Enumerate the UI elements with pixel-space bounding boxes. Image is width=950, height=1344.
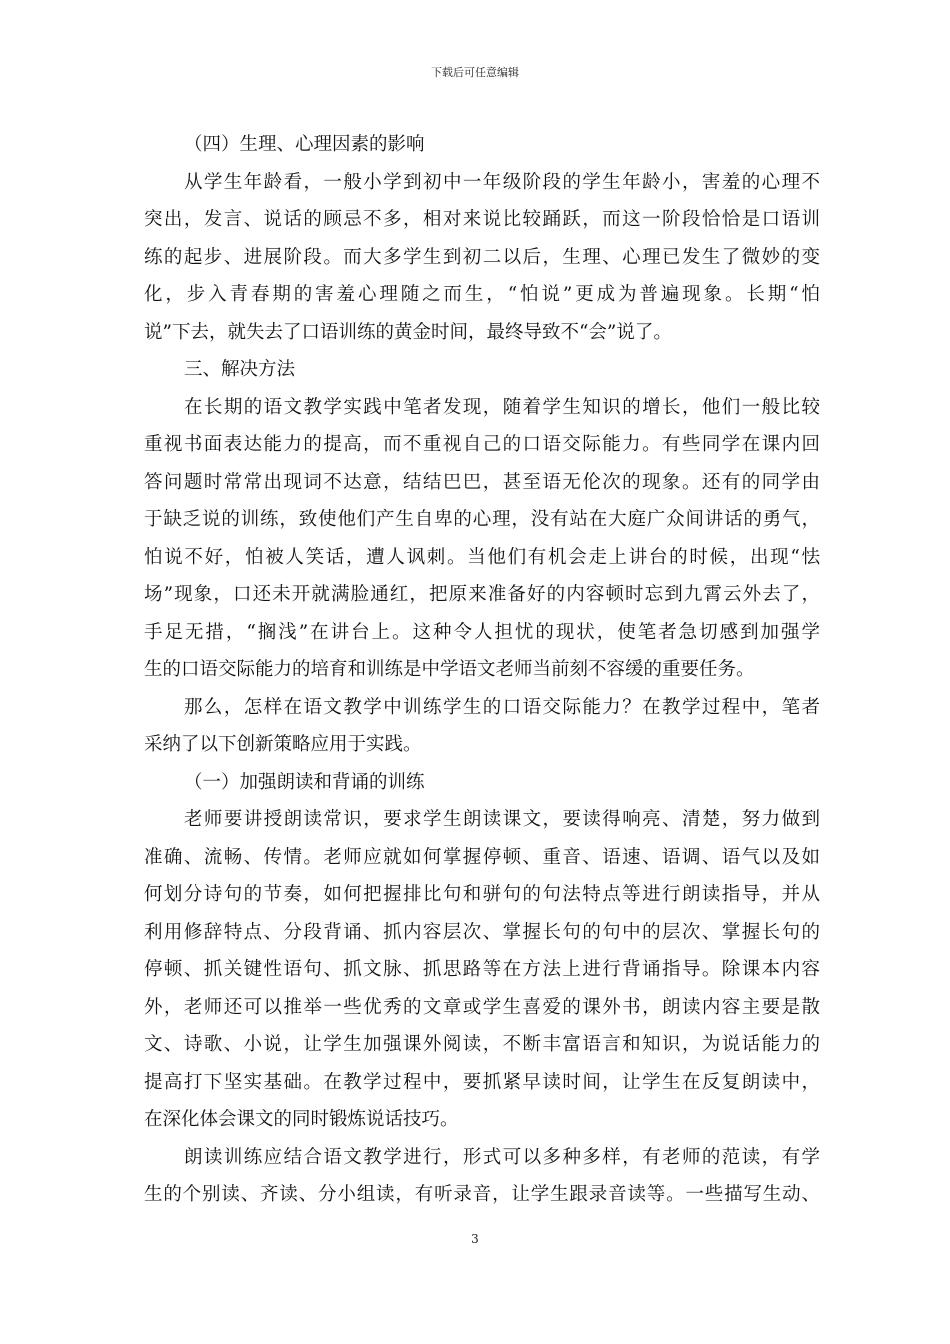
paragraph-line: 提高打下坚实基础。在教学过程中，要抓紧早读时间，让学生在反复朗读中， — [144, 1071, 820, 1093]
paragraph-line: 何划分诗句的节奏，如何把握排比句和骈句的句法特点等进行朗读指导，并从 — [144, 884, 820, 905]
paragraph-line: 手足无措，“搁浅”在讲台上。这种令人担忧的现状，使笔者急切感到加强学 — [144, 621, 820, 643]
paragraph-line: 准确、流畅、传情。老师应就如何掌握停顿、重音、语速、语调、语气以及如 — [144, 846, 820, 868]
paragraph-line: 于缺乏说的训练，致使他们产生自卑的心理，没有站在大庭广众间讲话的勇气， — [144, 509, 820, 530]
paragraph-line: 生的个别读、齐读、分小组读，有听录音，让学生跟录音读等。一些描写生动、 — [144, 1184, 820, 1205]
paragraph-line: 化，步入青春期的害羞心理随之而生，“怕说”更成为普遍现象。长期“怕 — [144, 284, 820, 305]
paragraph-line: 重视书面表达能力的提高，而不重视自己的口语交际能力。有些同学在课内回 — [144, 434, 820, 455]
document-body — [144, 126, 820, 1214]
paragraph-line: 练的起步、进展阶段。而大多学生到初二以后，生理、心理已发生了微妙的变 — [144, 246, 820, 268]
page-header: 下载后可任意编辑 — [431, 66, 519, 79]
paragraph-line: 外，老师还可以推举一些优秀的文章或学生喜爱的课外书，朗读内容主要是散 — [144, 996, 820, 1018]
paragraph-line: 怕说不好，怕被人笑话，遭人讽刺。当他们有机会走上讲台的时候，出现“怯 — [144, 546, 820, 568]
paragraph-line: 那么，怎样在语文教学中训练学生的口语交际能力？在教学过程中，笔者 — [184, 696, 820, 718]
section-heading-reading-recitation: （一）加强朗读和背诵的训练 — [184, 771, 425, 793]
paragraph-line: 采纳了以下创新策略应用于实践。 — [144, 734, 422, 755]
paragraph-line: 场”现象，口还未开就满脸通红，把原来准备好的内容顿时忘到九霄云外去了， — [144, 584, 820, 605]
paragraph-line: 利用修辞特点、分段背诵、抓内容层次、掌握长句的句中的层次、掌握长句的 — [144, 921, 820, 943]
paragraph-line: 朗读训练应结合语文教学进行，形式可以多种多样，有老师的范读，有学 — [184, 1146, 820, 1168]
paragraph-line: 文、诗歌、小说，让学生加强课外阅读，不断丰富语言和知识，为说话能力的 — [144, 1034, 820, 1055]
paragraph-line: 从学生年龄看，一般小学到初中一年级阶段的学生年龄小，害羞的心理不 — [184, 171, 820, 193]
paragraph-line: 答问题时常常出现词不达意，结结巴巴，甚至语无伦次的现象。还有的同学由 — [144, 471, 820, 493]
paragraph-line: 停顿、抓关键性语句、抓文脉、抓思路等在方法上进行背诵指导。除课本内容 — [144, 959, 820, 980]
paragraph-line: 生的口语交际能力的培育和训练是中学语文老师当前刻不容缓的重要任务。 — [144, 659, 755, 680]
page-number: 3 — [471, 1232, 479, 1246]
section-heading-solutions: 三、解决方法 — [184, 359, 296, 380]
paragraph-line: 在深化体会课文的同时锻炼说话技巧。 — [144, 1109, 459, 1130]
paragraph-line: 突出，发言、说话的顾忌不多，相对来说比较踊跃，而这一阶段恰恰是口语训 — [144, 209, 820, 230]
paragraph-line: 老师要讲授朗读常识，要求学生朗读课文，要读得响亮、清楚，努力做到 — [184, 809, 820, 830]
paragraph-line: 在长期的语文教学实践中笔者发现，随着学生知识的增长，他们一般比较 — [184, 396, 820, 418]
paragraph-line: 说”下去，就失去了口语训练的黄金时间，最终导致不“会”说了。 — [144, 321, 672, 343]
section-heading-physiological-psychological: （四）生理、心理因素的影响 — [184, 134, 425, 155]
